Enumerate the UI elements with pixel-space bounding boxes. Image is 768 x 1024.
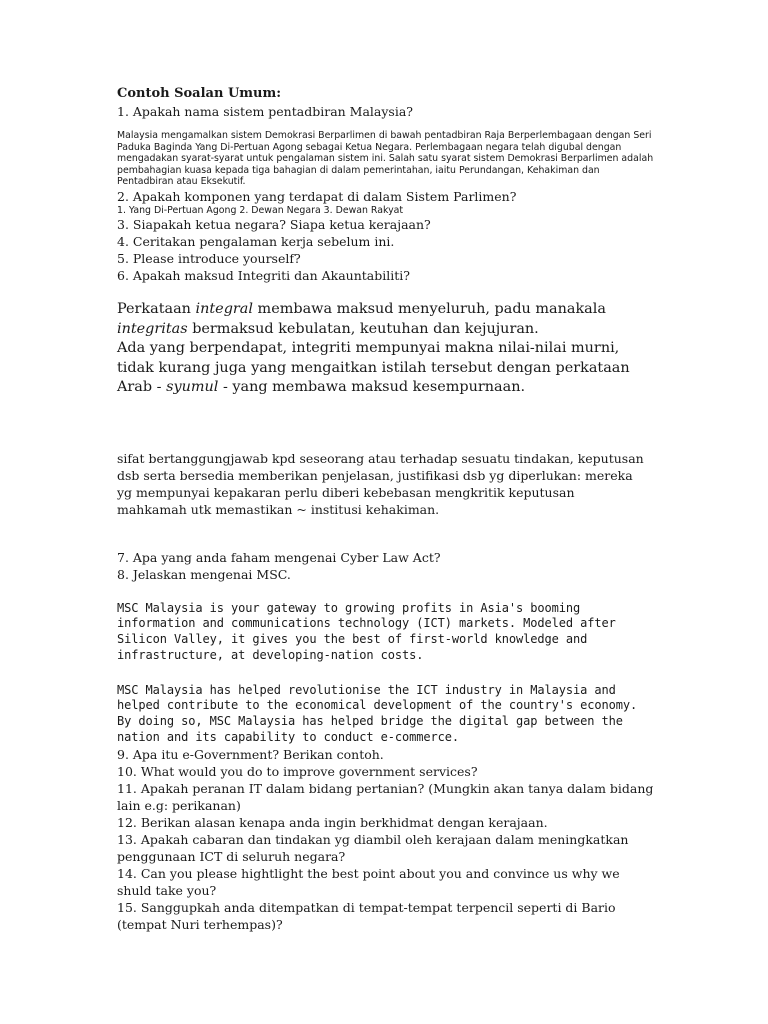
question-2: 2. Apakah komponen yang terdapat di dalam Sistem Parlimen? [117, 188, 517, 204]
question-15: 15. Sanggupkah anda ditempatkan di tempat-tempat terpencil seperti di Bario (tempat Nuri terhempas)? [117, 899, 616, 932]
question-14: 14. Can you please hightlight the best point about you and convince us why we shuld take you? [117, 865, 620, 898]
question-5: 5. Please introduce yourself? [117, 251, 301, 266]
integrity-text: membawa maksud menyeluruh, padu manakala [252, 301, 606, 317]
accountability-paragraph: sifat bertanggungjawab kpd seseorang atau terhadap sesuatu tindakan, keputusan dsb serta bersedia memberikan penjelasan, justifikasi dsb yg diperlukan: mereka yg mempunyai kepakaran perlu diberi kebebasan mengkritik keputusan mahkamah utk memastikan ~ institusi kehakiman. [117, 450, 644, 517]
integrity-text: Perkataan [117, 301, 196, 317]
integrity-text: Ada yang berpendapat, integriti mempunyai makna nilai-nilai murni, tidak kurang juga yang mengaitkan istilah tersebut dengan perkataan Arab - [117, 340, 630, 395]
question-12: 12. Berikan alasan kenapa anda ingin berkhidmat dengan kerajaan. [117, 814, 548, 830]
document-page [117, 85, 657, 933]
integrity-paragraph-1 [117, 300, 657, 339]
integrity-term: integral [195, 301, 253, 317]
question-7: 7. Apa yang anda faham mengenai Cyber Law Act? [117, 549, 441, 565]
msc-paragraph-1: MSC Malaysia is your gateway to growing profits in Asia's booming information and communications technology (ICT) markets. Modeled after Silicon Valley, it gives you the best of first-world knowledge and infrastructure, at developing-nation costs. [117, 600, 616, 662]
integrity-text: bermaksud kebulatan, keutuhan dan kejujuran. [187, 320, 539, 337]
integrity-text: - yang membawa maksud kesempurnaan. [218, 379, 526, 395]
integrity-paragraph-2 [117, 339, 657, 398]
question-3: 3. Siapakah ketua negara? Siapa ketua kerajaan? [117, 217, 431, 232]
answer-1: Malaysia mengamalkan sistem Demokrasi Berparlimen di bawah pentadbiran Raja Berperlembagaan dengan Seri Paduka Baginda Yang Di-Pertuan Agong sebagai Ketua Negara. Perlembagaan negara telah digubal dengan mengadakan syarat-syarat untuk pengalaman sistem ini. Salah satu syarat sistem Demokrasi Berparlimen adalah pembahagian kuasa kepada tiga bahagian di dalam pemerintahan, iaitu Perundangan, Kehakiman dan Pentadbiran atau Eksekutif. [117, 130, 654, 187]
question-10: 10. What would you do to improve government services? [117, 763, 478, 779]
question-4: 4. Ceritakan pengalaman kerja sebelum ini. [117, 234, 395, 249]
question-8: 8. Jelaskan mengenai MSC. [117, 566, 291, 582]
document-title: Contoh Soalan Umum: [117, 86, 282, 101]
integrity-term: integritas [117, 320, 188, 337]
integrity-term: syumul [166, 379, 219, 395]
question-1: 1. Apakah nama sistem pentadbiran Malaysia? [117, 104, 413, 119]
question-9: 9. Apa itu e-Government? Berikan contoh. [117, 746, 384, 762]
question-13: 13. Apakah cabaran dan tindakan yg diambil oleh kerajaan dalam meningkatkan penggunaan ICT di seluruh negara? [117, 831, 629, 864]
question-11: 11. Apakah peranan IT dalam bidang pertanian? (Mungkin akan tanya dalam bidang lain e.g: perikanan) [117, 780, 654, 813]
answer-2: 1. Yang Di-Pertuan Agong 2. Dewan Negara 3. Dewan Rakyat [117, 204, 404, 216]
question-6: 6. Apakah maksud Integriti dan Akauntabiliti? [117, 268, 410, 283]
msc-paragraph-2: MSC Malaysia has helped revolutionise the ICT industry in Malaysia and helped contribute to the economical development of the country's economy. By doing so, MSC Malaysia has helped bridge the digital gap between the nation and its capability to conduct e-commerce. [117, 682, 638, 745]
